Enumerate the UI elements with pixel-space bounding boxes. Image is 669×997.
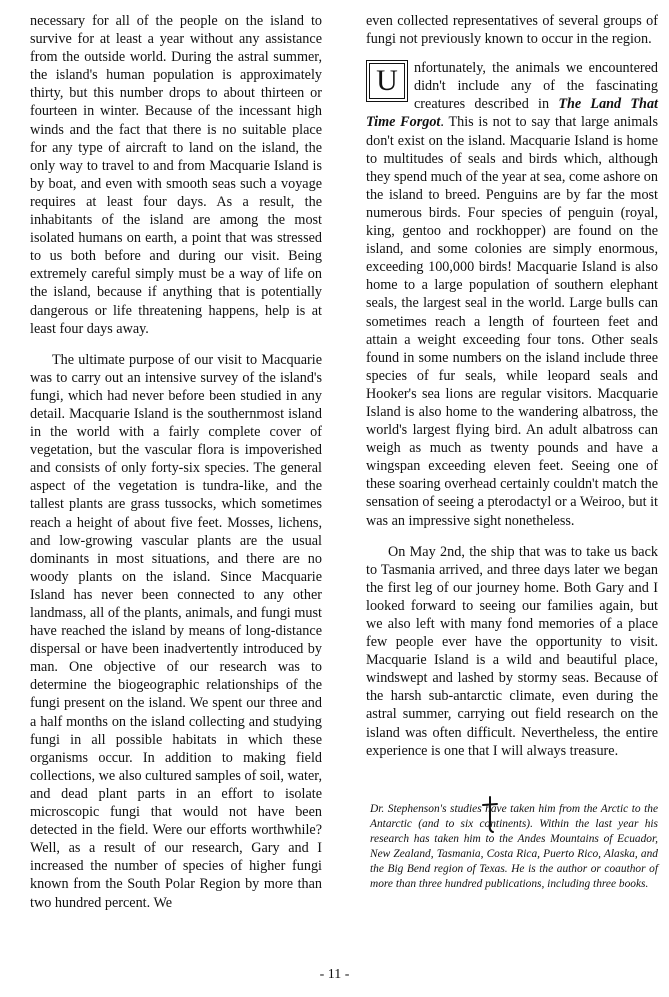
drop-cap-frame xyxy=(366,60,408,102)
author-bio: Dr. Stephenson's studies have taken him from the Arctic to the Antarctic (and to six continents). Within the last year his research has taken him to the Andes Mountains of Ecuador, New Zealand, Tasmania, Costa Rica, Puerto Rico, Alaska, and the Big Bend region of Texas. He is the author or coauthor of more than three hundred publications, including three books. xyxy=(370,802,658,890)
left-column xyxy=(30,12,322,912)
page-number: - 11 - xyxy=(319,967,350,982)
book-title: The Land That Time Forgot xyxy=(366,96,658,131)
paragraph-journey-home: On May 2nd, the ship that was to take us back to Tasmania arrived, and three days later we began the first leg of our journey home. Both Gary and I looked forward to seeing our families again, but we also left with many fond memories of a place few people ever have the opportunity to visit. Macquarie Island is a wild and beautiful place, windswept and lashed by stormy seas. Because of the harsh sub-antarctic climate, even during the astral summer, carrying out field research on the island was often difficult. Nevertheless, the entire experience is one that I will always treasure. xyxy=(366,543,658,759)
drop-cap-letter: U xyxy=(369,63,405,99)
signature-mark xyxy=(478,795,502,835)
paragraph-fungi-continued: even collected representatives of several groups of fungi not previously known to occur in the region. xyxy=(366,13,658,48)
paragraph-isolation: necessary for all of the people on the island to survive for at least a year without any assistance from the outside world. During the astral summer, the island's human population is approximately thirty, but this number drops to about thirteen or fourteen in winter. Because of the incessant high winds and the fact that there is no suitable place for any type of aircraft to land on the island, the only way to travel to and from Macquarie Island is by boat, and even with smooth seas such a voyage requires at least four days. As a result, the inhabitants of the island are among the most isolated humans on earth, a point that was stressed to us both before and during our visit. Being extremely careful simply must be a way of life on the island, because if anything that is potentially dangerous or life threatening happens, help is at least four days away. xyxy=(30,13,322,337)
animals-text-rest: . This is not to say that large animals don't exist on the island. Macquarie Island is home to multitudes of seals and birds which, although they spend much of the year at sea, come ashore on the island to breed. Penguins are by far the most numerous birds. Four species of penguin (royal, king, gentoo and rockhopper) are found on the island, and some colonies are simply enormous, exceeding 100,000 birds! Macquarie Island is also home to a large population of southern elephant seals, the largest seal in the world. Large bulls can sometimes reach a length of fourteen feet and attain a weight exceeding four tons. Other seals found in some numbers on the island include three species of fur seals, while leopard seals and Hooker's sea lions are regular visitors. Macquarie Island is also home to the wandering albatross, the world's largest flying bird. An adult albatross can weigh as much as twenty pounds and have a wingspan exceeding eleven feet. Seeing one of these soaring overhead certainly couldn't match the sensation of seeing a pterodactyl or a Weiroo, but it was an impressive sight nonetheless. xyxy=(366,114,658,529)
paragraph-research-purpose: The ultimate purpose of our visit to Macquarie was to carry out an intensive survey of the island's fungi, which had never before been studied in any detail. Macquarie Island is the southernmost island in the world with a fairly complete cover of vegetation, but the vascular flora is impoverished and consists of only forty-six species. The general aspect of the vegetation is tundra-like, and the tallest plants are grass tussocks, which sometimes reach a height of about five feet. Mosses, lichens, and low-growing vascular plants are the usual dominants in most situations, and there are no woody plants on the island. Since Macquarie Island has never been connected to any other landmass, all of the plants, animals, and fungi must have reached the island by means of long-distance dispersal or have been inadvertently introduced by man. One objective of our research was to determine the biogeographic relationships of the fungi present on the island. We spent our three and a half months on the island collecting and studying fungi in all possible habitats in which these organisms occur. In addition to making field collections, we also cultured samples of soil, water, and dead plant parts in an effort to isolate microscopic fungi that would not have been detected in the field. Were our efforts worthwhile? Well, as a result of our research, Gary and I increased the number of species of higher fungi known from the South Polar Region by more than two hundred percent. We xyxy=(30,351,322,911)
paragraph-animals xyxy=(366,59,658,529)
animals-text-start: nfortunately, the animals we encountered didn't include any of the fascinating creatures described in xyxy=(414,60,658,113)
right-column xyxy=(366,12,658,892)
